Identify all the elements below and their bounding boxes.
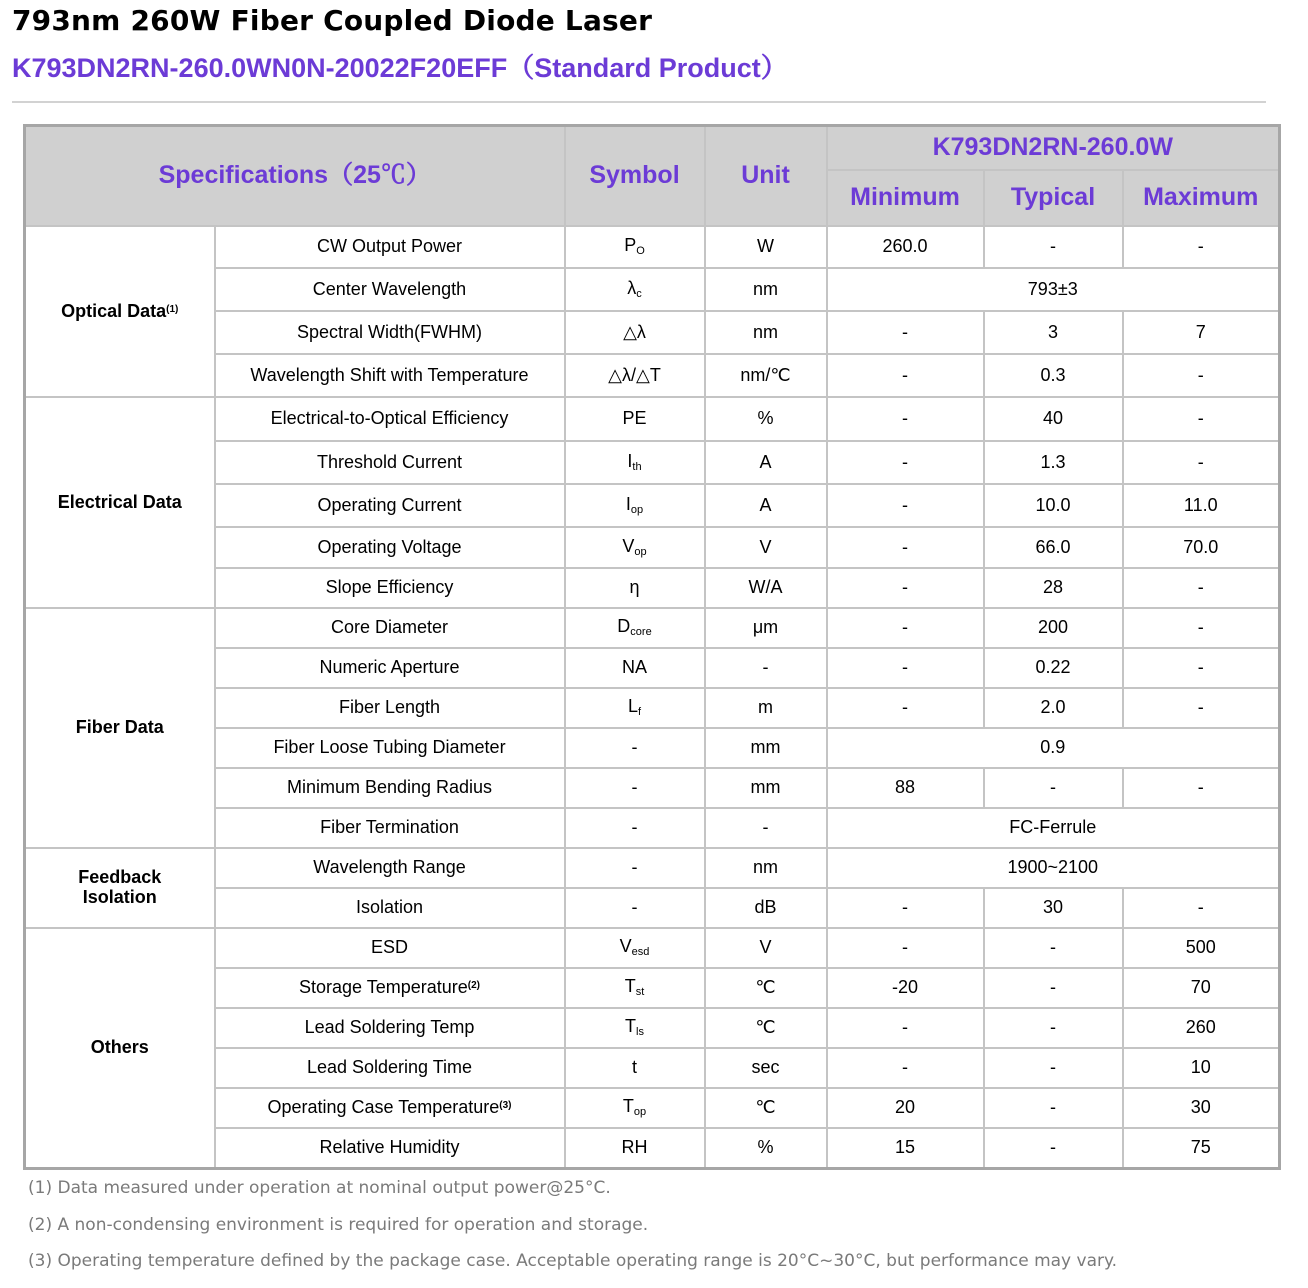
max-cell: - xyxy=(1123,354,1280,397)
group-feedback-isolation xyxy=(25,848,215,928)
typ-cell: - xyxy=(984,968,1123,1008)
unit-cell: ℃ xyxy=(705,968,827,1008)
max-cell: - xyxy=(1123,568,1280,608)
unit-cell: dB xyxy=(705,888,827,928)
symbol-cell xyxy=(565,928,705,968)
param-cell xyxy=(215,968,565,1008)
symbol-cell: △λ xyxy=(565,311,705,354)
group-fiber-data: Fiber Data xyxy=(25,608,215,848)
min-cell: - xyxy=(827,527,984,568)
param-cell: Spectral Width(FWHM) xyxy=(215,311,565,354)
group-electrical-data: Electrical Data xyxy=(25,397,215,608)
symbol-cell: - xyxy=(565,768,705,808)
typ-cell: 3 xyxy=(984,311,1123,354)
unit-cell: A xyxy=(705,441,827,484)
typ-cell: 0.3 xyxy=(984,354,1123,397)
min-cell: - xyxy=(827,441,984,484)
max-cell: - xyxy=(1123,226,1280,268)
min-cell: - xyxy=(827,688,984,728)
page-title: 793nm 260W Fiber Coupled Diode Laser xyxy=(12,4,653,37)
max-cell: 10 xyxy=(1123,1048,1280,1088)
span-value-cell: 0.9 xyxy=(827,728,1280,768)
param-cell: Electrical-to-Optical Efficiency xyxy=(215,397,565,441)
max-cell: - xyxy=(1123,688,1280,728)
min-cell: - xyxy=(827,354,984,397)
param-cell: Fiber Termination xyxy=(215,808,565,848)
unit-cell: m xyxy=(705,688,827,728)
param-cell: Relative Humidity xyxy=(215,1128,565,1168)
max-cell: 30 xyxy=(1123,1088,1280,1128)
param-cell: CW Output Power xyxy=(215,226,565,268)
param-cell: Wavelength Shift with Temperature xyxy=(215,354,565,397)
header-minimum: Minimum xyxy=(827,170,984,226)
symbol-cell: PE xyxy=(565,397,705,441)
param-cell: Fiber Length xyxy=(215,688,565,728)
symbol-main: T xyxy=(625,1016,637,1037)
symbol-cell xyxy=(565,268,705,311)
min-cell: - xyxy=(827,1008,984,1048)
typ-cell: 10.0 xyxy=(984,484,1123,527)
symbol-main: P xyxy=(624,235,637,256)
typ-cell: 200 xyxy=(984,608,1123,648)
unit-cell: % xyxy=(705,1128,827,1168)
header-maximum: Maximum xyxy=(1123,170,1280,226)
typ-cell: - xyxy=(984,1008,1123,1048)
symbol-main: L xyxy=(627,696,638,717)
unit-cell: - xyxy=(705,808,827,848)
header-symbol: Symbol xyxy=(565,126,705,227)
max-cell: - xyxy=(1123,441,1280,484)
param-cell: Center Wavelength xyxy=(215,268,565,311)
symbol-cell: RH xyxy=(565,1128,705,1168)
header-model: K793DN2RN-260.0W xyxy=(827,126,1280,171)
symbol-sub: op xyxy=(630,503,644,516)
max-cell: - xyxy=(1123,608,1280,648)
unit-cell: W xyxy=(705,226,827,268)
symbol-cell xyxy=(565,527,705,568)
unit-cell: sec xyxy=(705,1048,827,1088)
typ-cell: 40 xyxy=(984,397,1123,441)
max-cell: - xyxy=(1123,648,1280,688)
symbol-main: I xyxy=(625,493,631,514)
group-label-line2: Isolation xyxy=(82,887,157,907)
min-cell: - xyxy=(827,928,984,968)
symbol-cell xyxy=(565,484,705,527)
max-cell: 7 xyxy=(1123,311,1280,354)
param-cell: Fiber Loose Tubing Diameter xyxy=(215,728,565,768)
min-cell: - xyxy=(827,608,984,648)
symbol-sub: f xyxy=(637,706,642,719)
max-cell: - xyxy=(1123,397,1280,441)
param-cell: Isolation xyxy=(215,888,565,928)
footnote-ref: (1) xyxy=(166,303,179,315)
typ-cell: 66.0 xyxy=(984,527,1123,568)
typ-cell: 30 xyxy=(984,888,1123,928)
max-cell: - xyxy=(1123,768,1280,808)
symbol-main: T xyxy=(624,976,636,997)
unit-cell: - xyxy=(705,648,827,688)
max-cell: 11.0 xyxy=(1123,484,1280,527)
symbol-cell: - xyxy=(565,888,705,928)
unit-cell: A xyxy=(705,484,827,527)
table-row xyxy=(25,608,1280,648)
symbol-sub: core xyxy=(630,626,652,639)
group-label-line1: Feedback xyxy=(78,867,162,888)
header-divider xyxy=(12,101,1266,103)
param-cell: Minimum Bending Radius xyxy=(215,768,565,808)
table-row xyxy=(25,397,1280,441)
param-cell: Numeric Aperture xyxy=(215,648,565,688)
param-cell xyxy=(215,1088,565,1128)
footnote-ref: (2) xyxy=(467,980,480,992)
symbol-cell xyxy=(565,226,705,268)
min-cell: 260.0 xyxy=(827,226,984,268)
symbol-main: V xyxy=(622,535,635,556)
max-cell: 75 xyxy=(1123,1128,1280,1168)
group-label: Optical Data xyxy=(61,300,167,321)
unit-cell: V xyxy=(705,928,827,968)
symbol-cell xyxy=(565,441,705,484)
unit-cell: nm xyxy=(705,268,827,311)
param-cell: Core Diameter xyxy=(215,608,565,648)
span-value-cell: FC-Ferrule xyxy=(827,808,1280,848)
min-cell: 20 xyxy=(827,1088,984,1128)
param-cell: Wavelength Range xyxy=(215,848,565,888)
min-cell: - xyxy=(827,648,984,688)
spec-table xyxy=(23,124,1281,1170)
footnote-ref: (3) xyxy=(499,1100,512,1112)
min-cell: - xyxy=(827,484,984,527)
symbol-cell: NA xyxy=(565,648,705,688)
param-cell: Slope Efficiency xyxy=(215,568,565,608)
param-label: Storage Temperature xyxy=(298,977,468,998)
typ-cell: - xyxy=(984,928,1123,968)
footnote-2: (2) A non-condensing environment is required for operation and storage. xyxy=(28,1215,649,1235)
span-value-cell: 793±3 xyxy=(827,268,1280,311)
symbol-sub: op xyxy=(633,1106,647,1119)
symbol-cell xyxy=(565,608,705,648)
unit-cell: mm xyxy=(705,768,827,808)
typ-cell: - xyxy=(984,768,1123,808)
table-row xyxy=(25,226,1280,268)
symbol-sub: st xyxy=(635,986,645,999)
symbol-cell: △λ/△T xyxy=(565,354,705,397)
typ-cell: - xyxy=(984,1048,1123,1088)
param-cell: Lead Soldering Time xyxy=(215,1048,565,1088)
symbol-cell: t xyxy=(565,1048,705,1088)
header-typical: Typical xyxy=(984,170,1123,226)
typ-cell: 2.0 xyxy=(984,688,1123,728)
typ-cell: 1.3 xyxy=(984,441,1123,484)
table-row xyxy=(25,928,1280,968)
header-row xyxy=(25,126,1280,171)
symbol-cell: - xyxy=(565,808,705,848)
unit-cell: V xyxy=(705,527,827,568)
span-value-cell: 1900~2100 xyxy=(827,848,1280,888)
typ-cell: - xyxy=(984,1128,1123,1168)
unit-cell: W/A xyxy=(705,568,827,608)
min-cell: - xyxy=(827,397,984,441)
min-cell: - xyxy=(827,888,984,928)
symbol-cell: - xyxy=(565,848,705,888)
param-cell: Lead Soldering Temp xyxy=(215,1008,565,1048)
symbol-sub: esd xyxy=(631,946,650,959)
group-others: Others xyxy=(25,928,215,1168)
symbol-cell: η xyxy=(565,568,705,608)
symbol-main: T xyxy=(622,1096,634,1117)
symbol-cell xyxy=(565,1088,705,1128)
param-cell: Operating Voltage xyxy=(215,527,565,568)
max-cell: 70 xyxy=(1123,968,1280,1008)
group-optical-data xyxy=(25,226,215,397)
unit-cell: nm xyxy=(705,848,827,888)
symbol-sub: O xyxy=(636,245,645,258)
typ-cell: 28 xyxy=(984,568,1123,608)
symbol-main: λ xyxy=(627,277,637,298)
symbol-sub: th xyxy=(632,460,642,473)
symbol-main: D xyxy=(617,616,631,637)
min-cell: - xyxy=(827,311,984,354)
unit-cell: mm xyxy=(705,728,827,768)
header-unit: Unit xyxy=(705,126,827,227)
min-cell: - xyxy=(827,1048,984,1088)
table-row xyxy=(25,848,1280,888)
unit-cell: μm xyxy=(705,608,827,648)
symbol-cell xyxy=(565,1008,705,1048)
min-cell: 88 xyxy=(827,768,984,808)
unit-cell: ℃ xyxy=(705,1088,827,1128)
product-subtitle: K793DN2RN-260.0WN0N-20022F20EFF（Standard Product） xyxy=(12,53,788,83)
symbol-main: V xyxy=(619,936,632,957)
param-cell: Operating Current xyxy=(215,484,565,527)
typ-cell: - xyxy=(984,226,1123,268)
min-cell: - xyxy=(827,568,984,608)
unit-cell: ℃ xyxy=(705,1008,827,1048)
param-cell: ESD xyxy=(215,928,565,968)
footnote-3: (3) Operating temperature defined by the package case. Acceptable operating range is 20°C~30°C, but performance may vary. xyxy=(28,1251,1118,1271)
footnote-1: (1) Data measured under operation at nominal output power@25°C. xyxy=(28,1178,611,1198)
max-cell: 70.0 xyxy=(1123,527,1280,568)
param-label: Operating Case Temperature xyxy=(267,1097,500,1118)
symbol-sub: c xyxy=(636,287,642,300)
symbol-sub: op xyxy=(634,545,647,558)
symbol-cell xyxy=(565,968,705,1008)
unit-cell: nm xyxy=(705,311,827,354)
symbol-cell: - xyxy=(565,728,705,768)
min-cell: -20 xyxy=(827,968,984,1008)
header-specifications: Specifications（25℃） xyxy=(25,126,565,227)
symbol-sub: ls xyxy=(636,1026,644,1039)
typ-cell: 0.22 xyxy=(984,648,1123,688)
max-cell: 500 xyxy=(1123,928,1280,968)
unit-cell: % xyxy=(705,397,827,441)
max-cell: 260 xyxy=(1123,1008,1280,1048)
symbol-cell xyxy=(565,688,705,728)
max-cell: - xyxy=(1123,888,1280,928)
param-cell: Threshold Current xyxy=(215,441,565,484)
min-cell: 15 xyxy=(827,1128,984,1168)
symbol-main: I xyxy=(627,450,633,471)
unit-cell: nm/℃ xyxy=(705,354,827,397)
typ-cell: - xyxy=(984,1088,1123,1128)
